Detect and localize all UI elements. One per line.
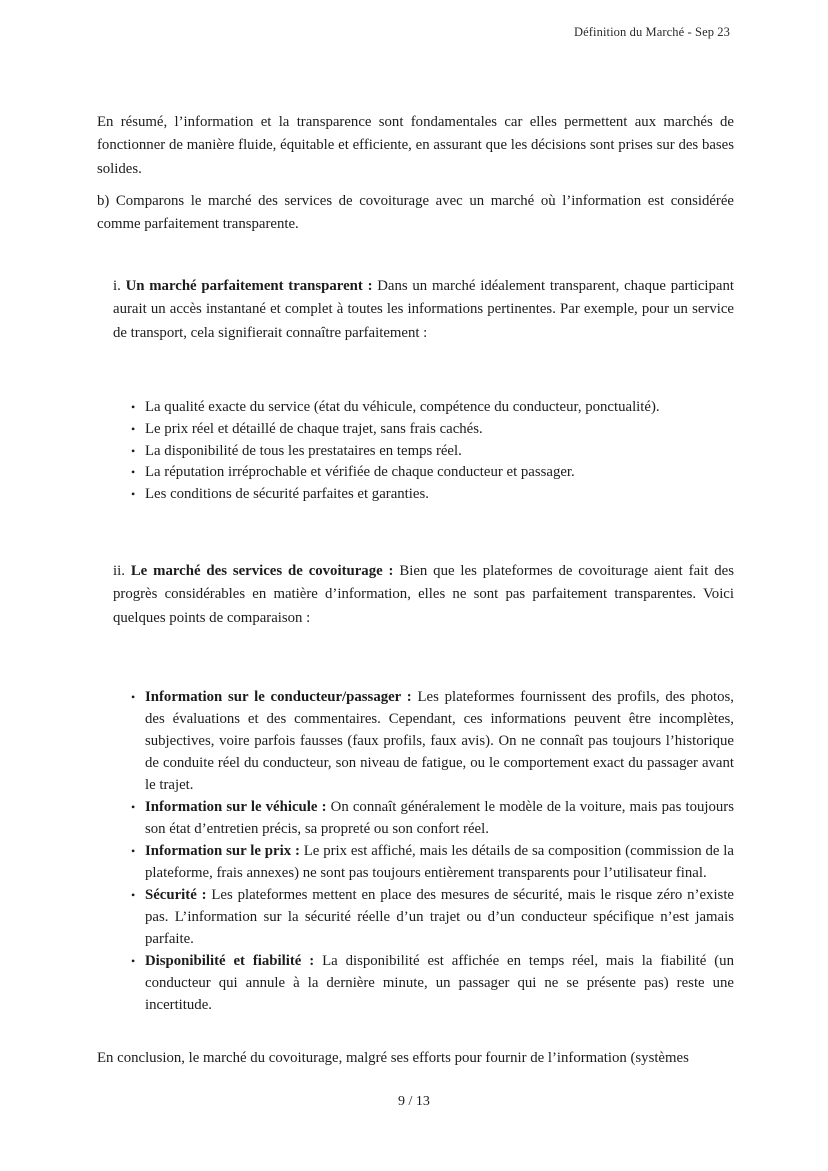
- list-item-text: La disponibilité de tous les prestataires en temps réel.: [145, 442, 462, 459]
- section-numeral: i.: [113, 278, 126, 294]
- list-item-text: [145, 884, 734, 950]
- bullet-icon: •: [131, 844, 136, 858]
- list-item: [131, 484, 734, 506]
- paragraph-conclusion: En conclusion, le marché du covoiturage, malgré ses efforts pour fournir de l’information (systèmes: [97, 1050, 689, 1066]
- list-item: [131, 840, 734, 884]
- list-item-text: La qualité exacte du service (état du véhicule, compétence du conducteur, ponctualité).: [145, 399, 660, 415]
- section-lead: Le marché des services de covoiturage :: [130, 563, 394, 579]
- bullet-list-transparent-market: [131, 397, 734, 506]
- bullet-icon: •: [131, 465, 136, 480]
- list-item: [131, 884, 734, 950]
- page-header: Définition du Marché - Sep 23: [574, 25, 730, 39]
- bullet-icon: •: [131, 954, 136, 968]
- section-numeral: ii.: [113, 563, 131, 579]
- list-item: [131, 686, 734, 796]
- list-item: [131, 796, 734, 840]
- list-item-text: La réputation irréprochable et vérifiée de chaque conducteur et passager.: [145, 464, 575, 481]
- list-item-lead: Sécurité :: [145, 887, 207, 903]
- section-i-transparent-market: [113, 275, 734, 345]
- section-text: Dans un marché idéalement transparent, chaque participant aurait un accès instantané et complet à toutes les informations pertinentes. Par exemple, pour un service de transport, cela signifierait connaître parfaitement :: [113, 278, 734, 341]
- bullet-icon: •: [131, 690, 136, 704]
- list-item-body: Le prix est affiché, mais les détails de sa composition (commission de la plateforme, frais annexes) ne sont pas toujours entièrement transparents pour l’utilisateur final.: [145, 843, 734, 881]
- list-item-body: Les plateformes mettent en place des mesures de sécurité, mais le risque zéro n’existe pas. L’information sur la sécurité réelle d’un trajet ou d’un conducteur spécifique n’est jamais parfaite.: [145, 887, 734, 947]
- section-text: Bien que les plateformes de covoiturage aient fait des progrès considérables en matière d’information, elles ne sont pas parfaitement transparentes. Voici quelques points de comparaison :: [113, 563, 734, 626]
- list-item-lead: Information sur le prix :: [145, 843, 300, 859]
- list-item-text: [145, 840, 734, 884]
- bullet-icon: •: [131, 421, 136, 436]
- list-item-lead: Disponibilité et fiabilité :: [145, 953, 315, 969]
- list-item-text: Le prix réel et détaillé de chaque trajet, sans frais cachés.: [145, 420, 483, 437]
- list-item: [131, 950, 734, 1016]
- list-item: [131, 419, 734, 441]
- bullet-icon: •: [131, 487, 136, 502]
- section-ii-covoiturage-market: [113, 560, 734, 630]
- bullet-icon: •: [131, 800, 136, 814]
- bullet-icon: •: [131, 443, 136, 458]
- list-item-lead: Information sur le conducteur/passager :: [145, 689, 412, 705]
- bullet-icon: •: [131, 400, 136, 414]
- list-item: [131, 397, 734, 419]
- list-item-text: [145, 950, 734, 1016]
- list-item-body: On connaît généralement le modèle de la voiture, mais pas toujours son état d’entretien précis, sa propreté ou son confort réel.: [145, 799, 734, 837]
- list-item-lead: Information sur le véhicule :: [145, 799, 327, 815]
- paragraph-question-b: b) Comparons le marché des services de covoiturage avec un marché où l’information est considérée comme parfaitement transparente.: [97, 193, 734, 233]
- list-item-text: Les conditions de sécurité parfaites et garanties.: [145, 486, 429, 503]
- list-item-body: La disponibilité est affichée en temps réel, mais la fiabilité (un conducteur qui annule à la dernière minute, un passager qui ne se présente pas) reste une incertitude.: [145, 953, 734, 1013]
- bullet-icon: •: [131, 888, 136, 902]
- list-item: [131, 462, 734, 484]
- page-number: 9 / 13: [398, 1094, 430, 1109]
- list-item-body: Les plateformes fournissent des profils, des photos, des évaluations et des commentaires. Cependant, ces informations peuvent être incomplètes, subjectives, voire parfois fausses (faux profils, faux avis). On ne connaît pas toujours l’historique de conduite réel du conducteur, son niveau de fatigue, ou le comportement exact du passager avant le trajet.: [145, 689, 734, 793]
- paragraph-summary: En résumé, l’information et la transparence sont fondamentales car elles permettent aux marchés de fonctionner de manière fluide, équitable et efficiente, en assurant que les décisions sont prises sur des bases solides.: [97, 114, 734, 177]
- section-lead: Un marché parfaitement transparent :: [125, 278, 373, 294]
- list-item-text: [145, 686, 734, 796]
- bullet-list-comparison: [131, 686, 734, 1016]
- list-item-text: [145, 796, 734, 840]
- list-item: [131, 441, 734, 463]
